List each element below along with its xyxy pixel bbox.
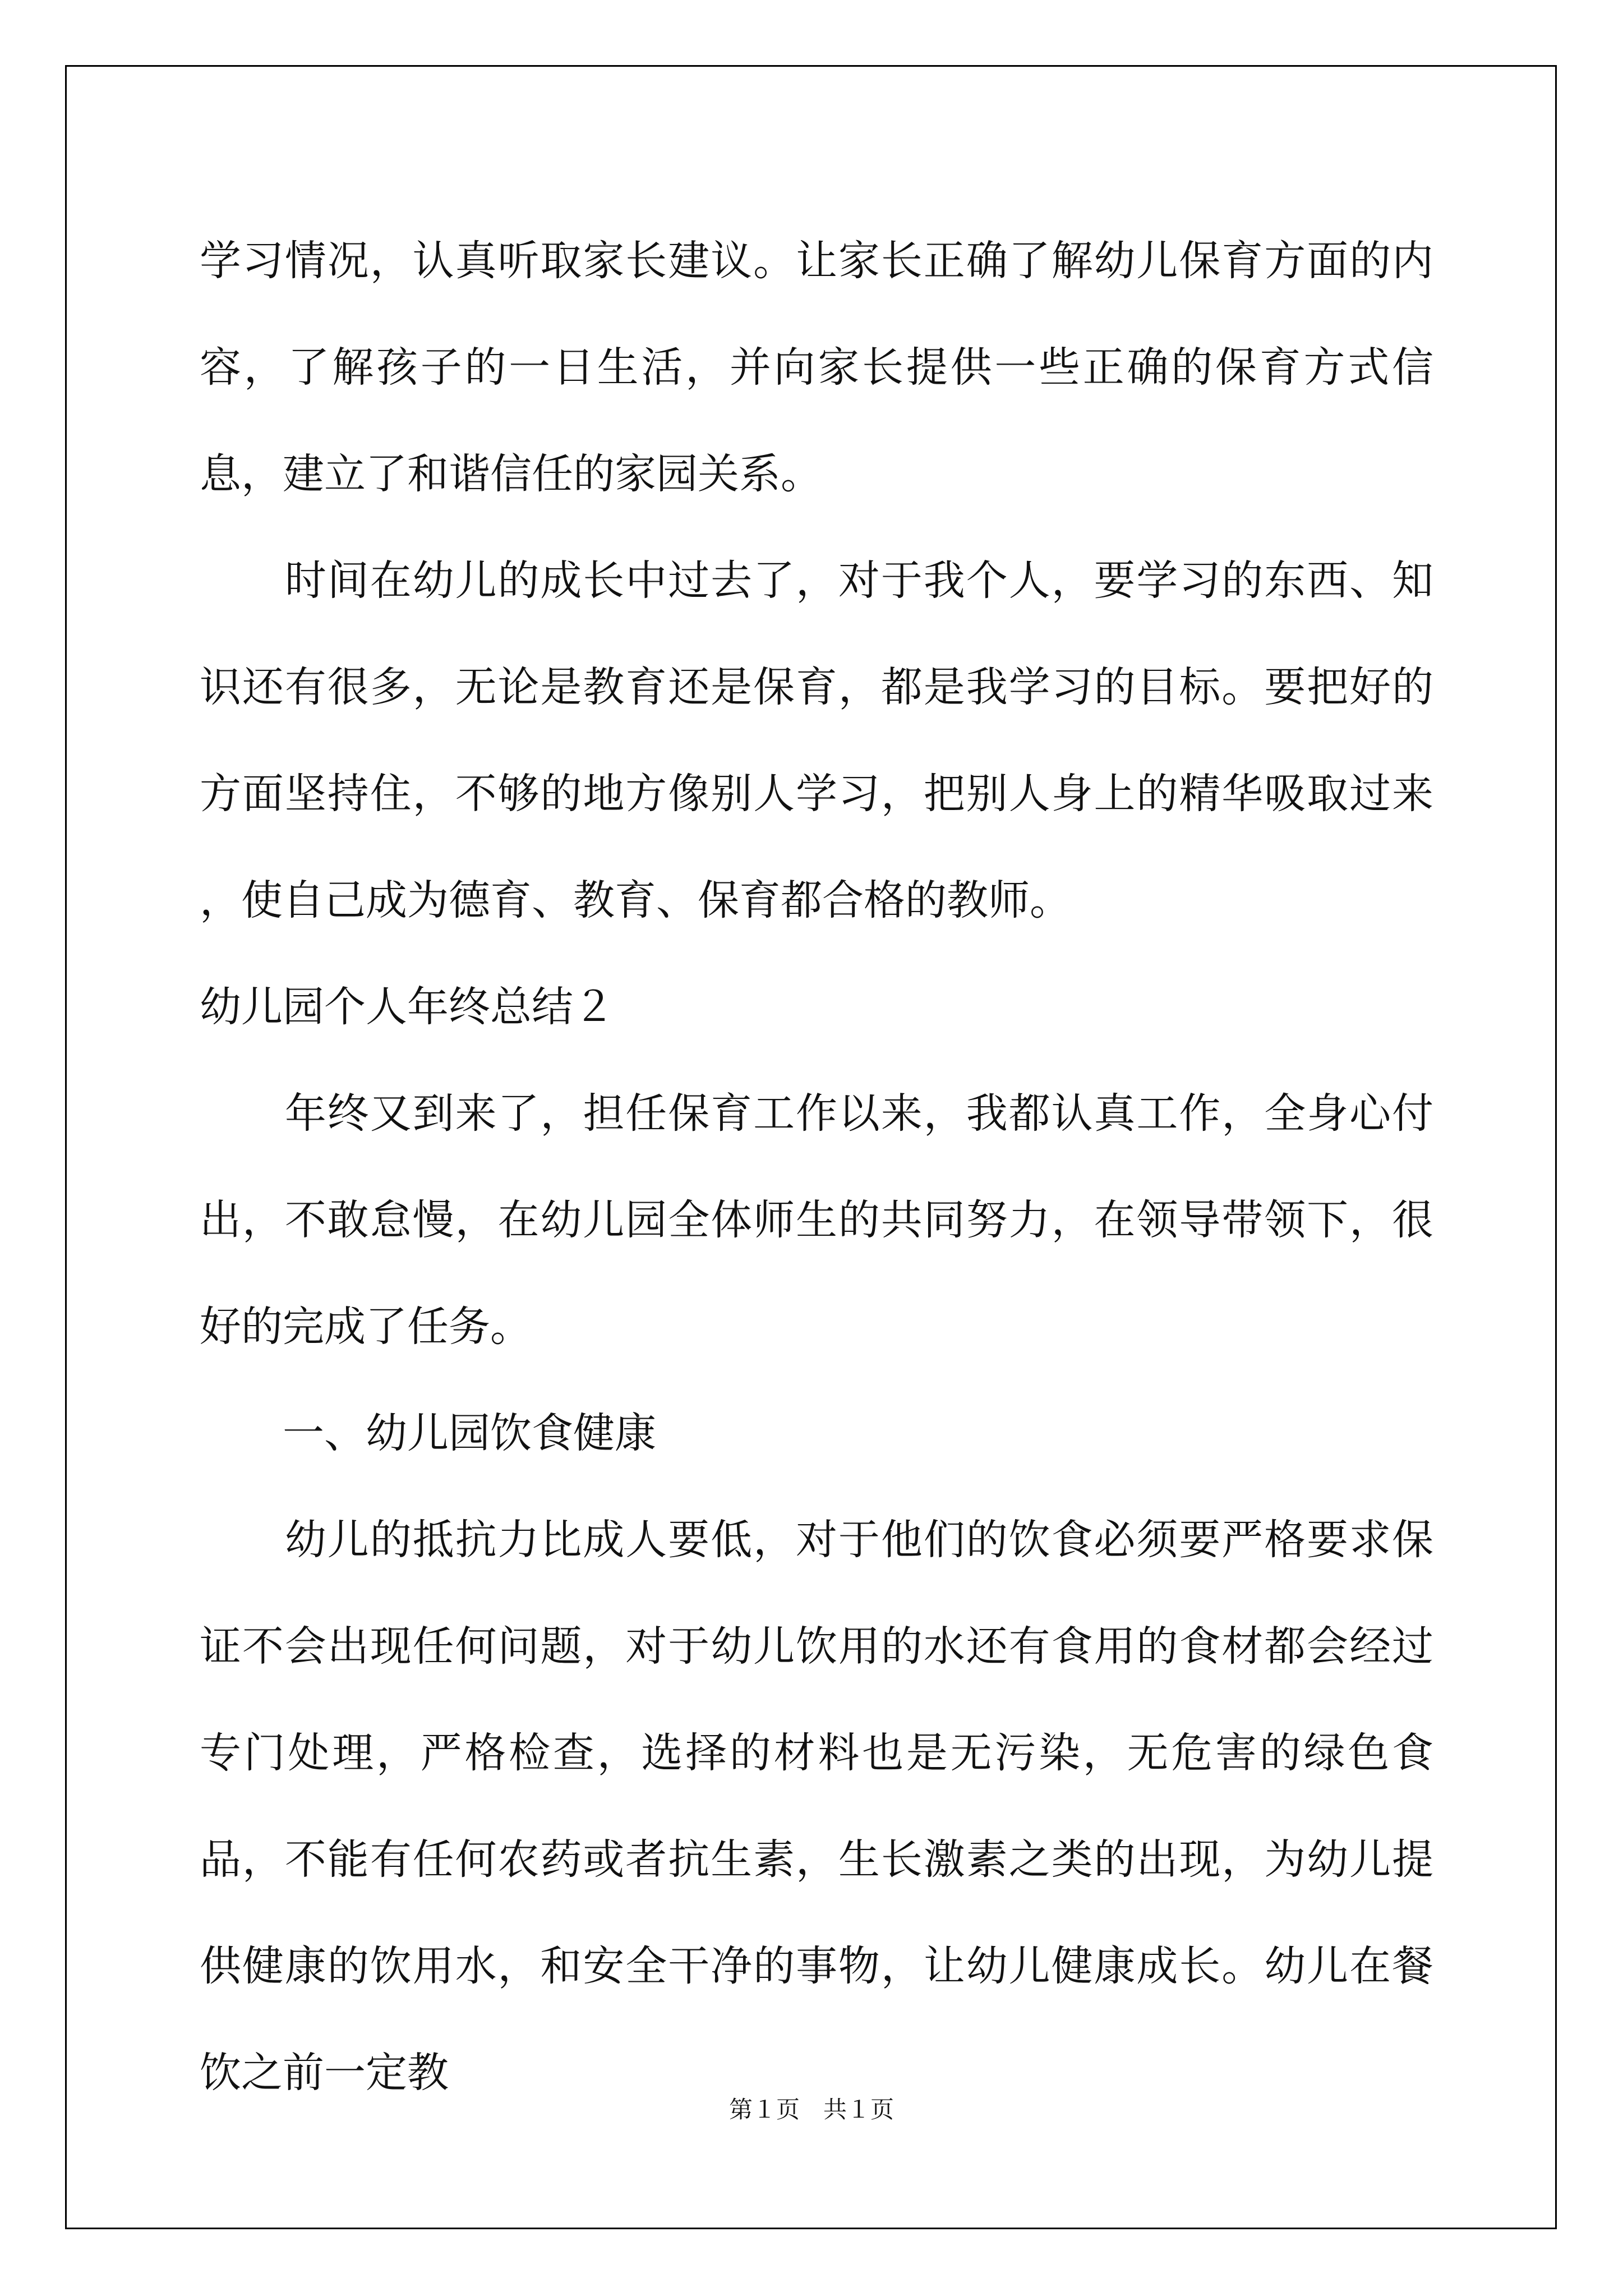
paragraph-2: 时间在幼儿的成长中过去了，对于我个人，要学习的东西、知识还有很多，无论是教育还是保育，都是我学习的目标。要把好的方面坚持住，不够的地方像别人学习，把别人身上的精华吸取过来 ，使自己成为德育、教育、保育都合格的教师。 (200, 556, 1447, 924)
section-heading: 幼儿园个人年终总结２ (200, 983, 615, 1031)
paragraph-1: 学习情况，认真听取家长建议。让家长正确了解幼儿保育方面的内容，了解孩子的一日生活，并向家长提供一些正确的保育方式信息，建立了和谐信任的家园关系。 (200, 237, 1433, 498)
paragraph-4: 幼儿的抵抗力比成人要低，对于他们的饮食必须要严格要求保证不会出现任何问题，对于幼儿饮用的水还有食用的食材都会经过专门处理，严格检查，选择的材料也是无污染，无危害的绿色食品，不能有任何农药或者抗生素，生长激素之类的出现，为幼儿提供健康的饮用水，和安全干净的事物，让幼儿健康成长。幼儿在餐饮之前一定教 (200, 1516, 1433, 2097)
page-footer: 第１页 共１页 (728, 2096, 894, 2123)
paragraph-3: 年终又到来了，担任保育工作以来，我都认真工作，全身心付出，不敢怠慢，在幼儿园全体师生的共同努力，在领导带领下，很好的完成了任务。 (200, 1089, 1433, 1351)
subheading-1: 一、幼儿园饮食健康 (200, 1409, 656, 1457)
document-body (200, 208, 1447, 2126)
